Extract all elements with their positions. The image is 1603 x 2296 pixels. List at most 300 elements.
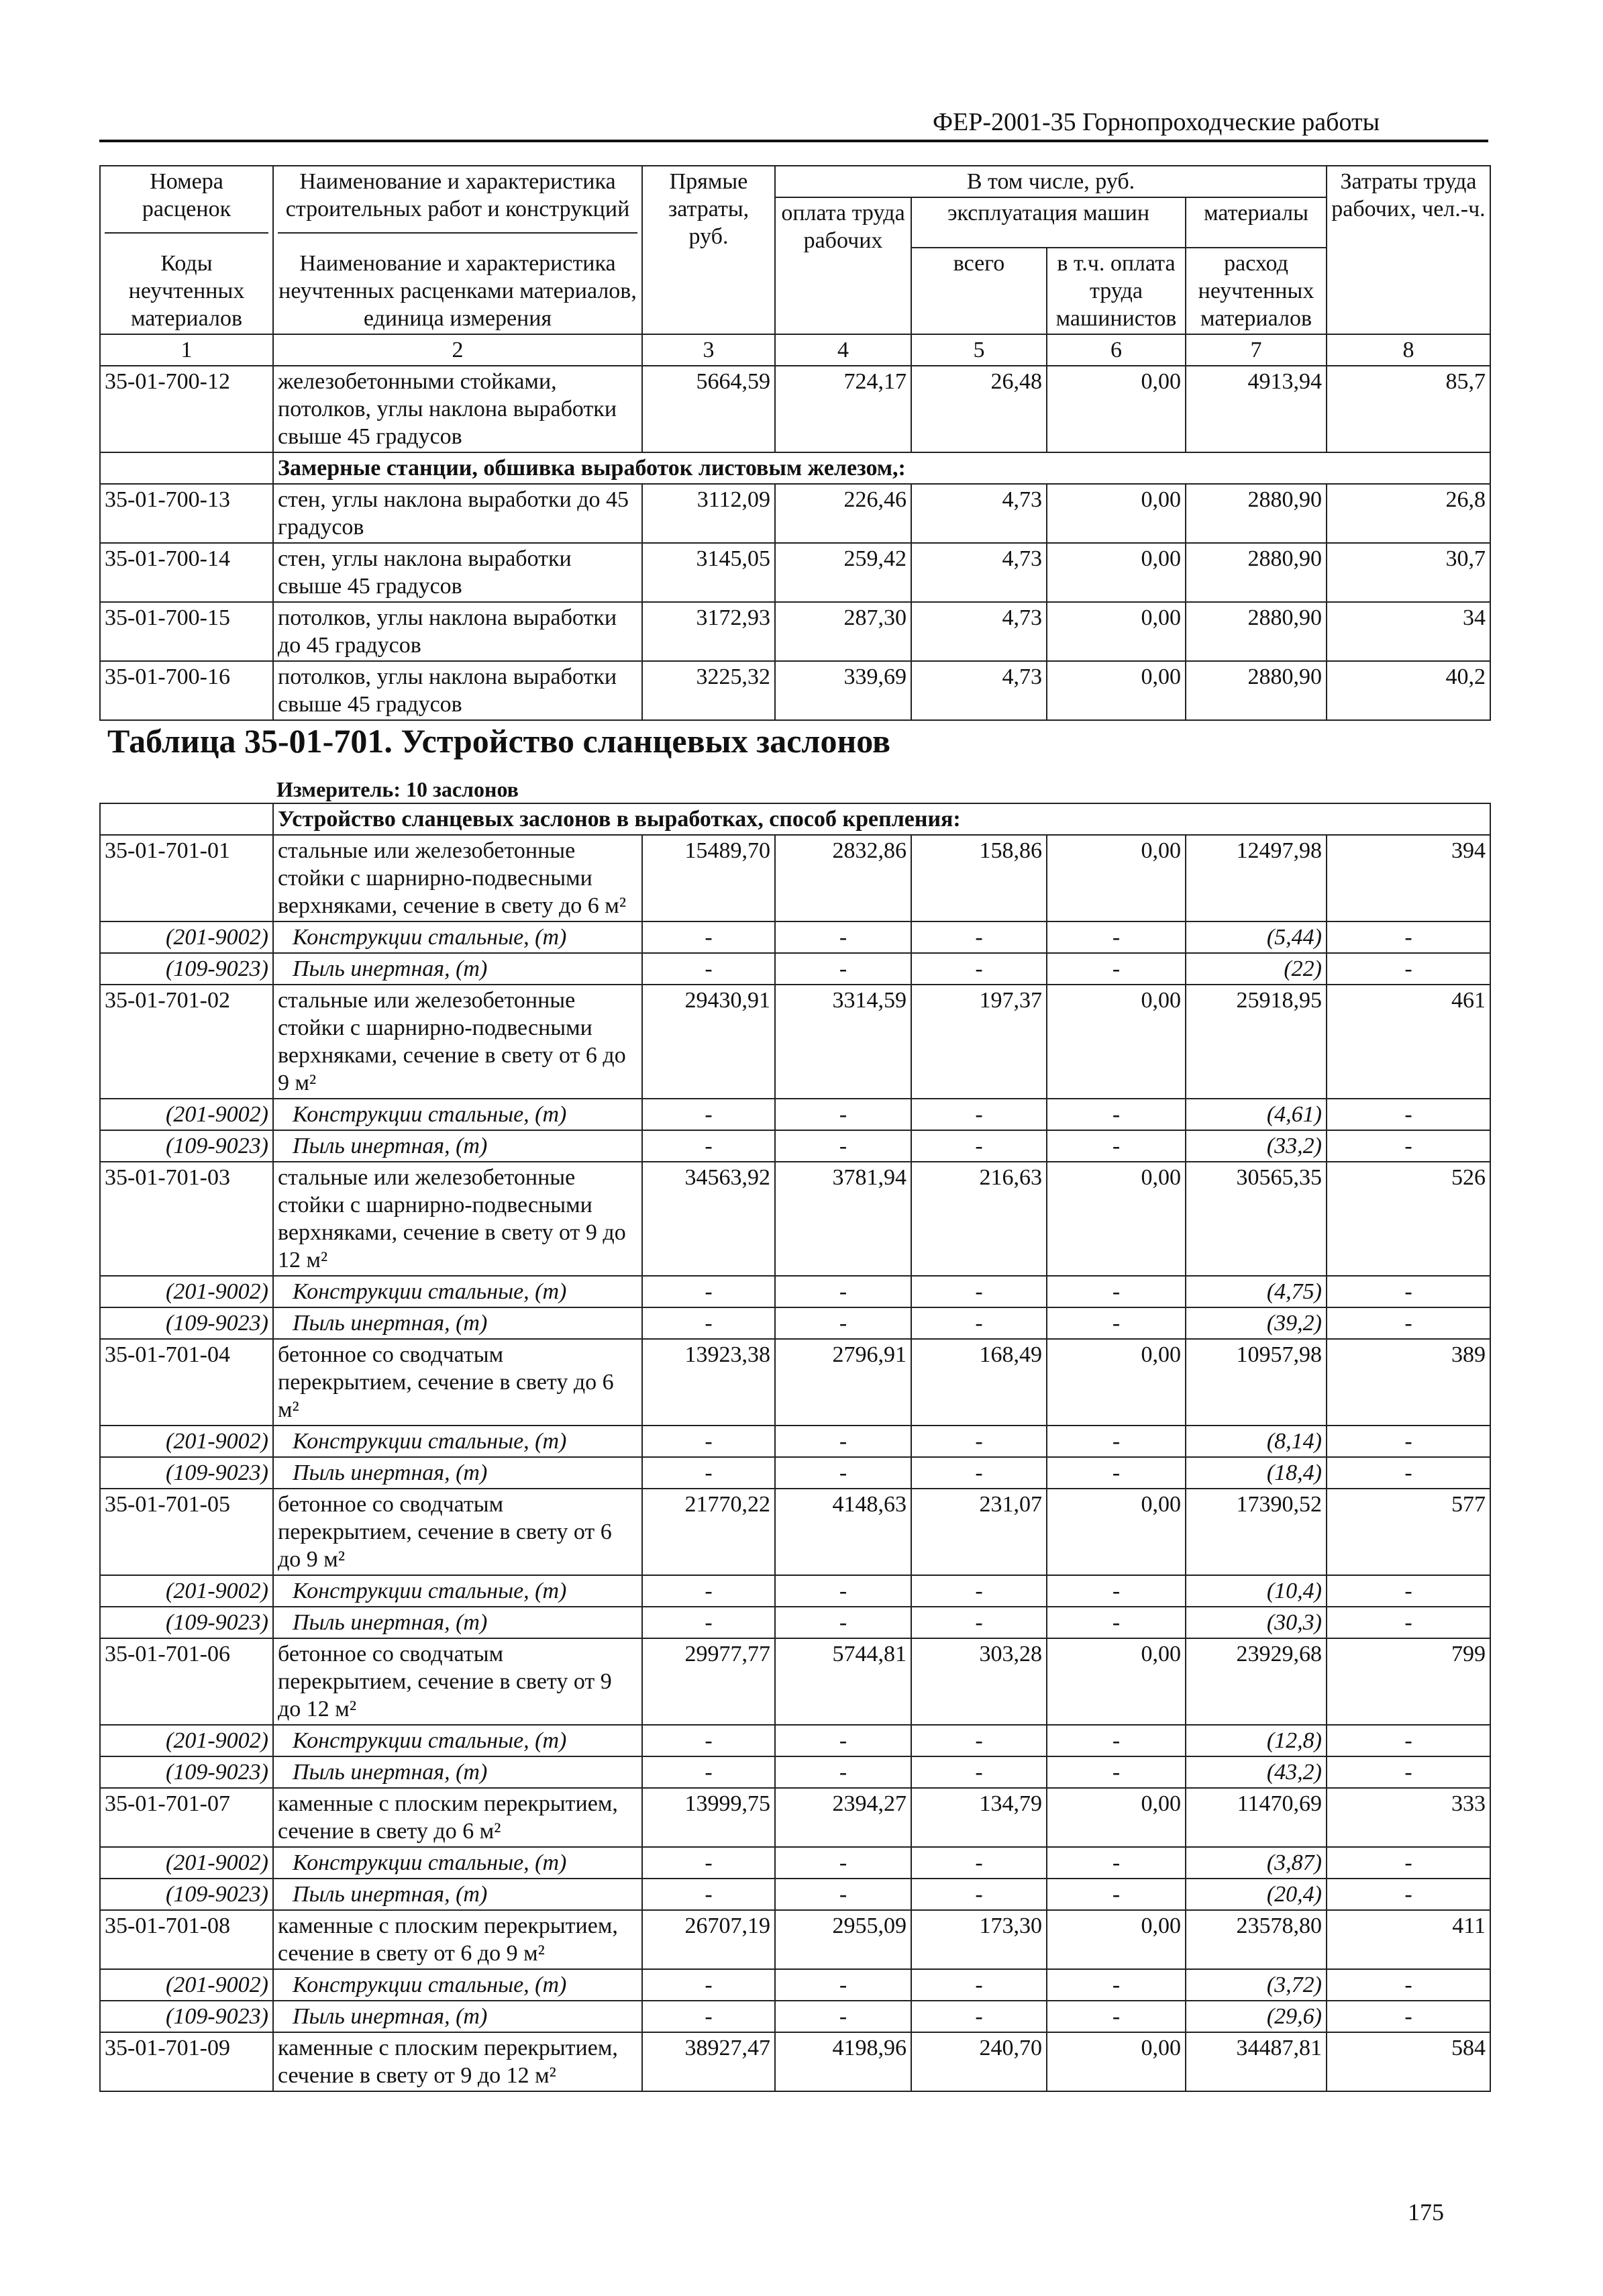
dash-cell: - <box>1327 1130 1490 1162</box>
dash-cell: - <box>642 1457 775 1489</box>
column-number: 2 <box>273 334 642 366</box>
material-row <box>100 1847 1490 1879</box>
rate-code: 35-01-700-14 <box>100 543 273 602</box>
labor-hours: 584 <box>1327 2032 1490 2091</box>
dash-cell: - <box>642 1879 775 1910</box>
section-spacer <box>100 452 273 484</box>
page-number: 175 <box>1408 2199 1444 2226</box>
dash-cell: - <box>1047 1426 1186 1457</box>
labor-hours: 411 <box>1327 1910 1490 1969</box>
material-row <box>100 2001 1490 2032</box>
dash-cell: - <box>642 2001 775 2032</box>
operator-wage: 0,00 <box>1047 1638 1186 1725</box>
rate-code: 35-01-701-04 <box>100 1339 273 1426</box>
direct-cost: 5664,59 <box>642 366 775 452</box>
material-qty: (33,2) <box>1186 1130 1327 1162</box>
dash-cell: - <box>1327 1969 1490 2001</box>
material-qty: (8,14) <box>1186 1426 1327 1457</box>
dash-cell: - <box>911 1607 1047 1638</box>
running-header: ФЕР-2001-35 Горнопроходческие работы <box>933 108 1380 136</box>
dash-cell: - <box>775 953 911 985</box>
direct-cost: 34563,92 <box>642 1162 775 1276</box>
column-number: 7 <box>1186 334 1327 366</box>
labor-hours: 34 <box>1327 602 1490 661</box>
column-number: 4 <box>775 334 911 366</box>
dash-cell: - <box>911 1725 1047 1756</box>
material-name: Пыль инертная, (т) <box>273 1756 642 1788</box>
rate-code: 35-01-701-05 <box>100 1489 273 1575</box>
labor-wage: 2394,27 <box>775 1788 911 1847</box>
material-code: (201-9002) <box>100 1969 273 2001</box>
material-code: (201-9002) <box>100 1426 273 1457</box>
materials-cost: 2880,90 <box>1186 661 1327 720</box>
dash-cell: - <box>642 1426 775 1457</box>
material-code: (201-9002) <box>100 1847 273 1879</box>
dash-cell: - <box>642 1847 775 1879</box>
rate-row <box>100 1910 1490 1969</box>
material-row <box>100 1130 1490 1162</box>
material-qty: (12,8) <box>1186 1725 1327 1756</box>
material-name: Конструкции стальные, (т) <box>273 1276 642 1307</box>
rate-row <box>100 1788 1490 1847</box>
material-qty: (18,4) <box>1186 1457 1327 1489</box>
operator-wage: 0,00 <box>1047 835 1186 921</box>
direct-cost: 38927,47 <box>642 2032 775 2091</box>
operator-wage: 0,00 <box>1047 602 1186 661</box>
dash-cell: - <box>1047 1879 1186 1910</box>
machines-total: 216,63 <box>911 1162 1047 1276</box>
material-name: Пыль инертная, (т) <box>273 1457 642 1489</box>
column-number: 1 <box>100 334 273 366</box>
rate-row <box>100 1162 1490 1276</box>
material-qty: (3,72) <box>1186 1969 1327 2001</box>
material-row <box>100 1307 1490 1339</box>
machines-total: 4,73 <box>911 484 1047 543</box>
dash-cell: - <box>911 1276 1047 1307</box>
table-2-meter: Измеритель: 10 заслонов <box>276 777 519 801</box>
material-qty: (10,4) <box>1186 1575 1327 1607</box>
dash-cell: - <box>642 1307 775 1339</box>
rate-row <box>100 1638 1490 1725</box>
dash-cell: - <box>1047 1130 1186 1162</box>
material-code: (109-9023) <box>100 1457 273 1489</box>
rate-code: 35-01-701-08 <box>100 1910 273 1969</box>
material-code: (109-9023) <box>100 1607 273 1638</box>
material-row <box>100 1756 1490 1788</box>
dash-cell: - <box>775 1307 911 1339</box>
dash-cell: - <box>1047 2001 1186 2032</box>
dash-cell: - <box>911 921 1047 953</box>
dash-cell: - <box>911 1575 1047 1607</box>
labor-hours: 26,8 <box>1327 484 1490 543</box>
materials-cost: 17390,52 <box>1186 1489 1327 1575</box>
dash-cell: - <box>642 953 775 985</box>
labor-wage: 4148,63 <box>775 1489 911 1575</box>
operator-wage: 0,00 <box>1047 484 1186 543</box>
rate-code: 35-01-700-13 <box>100 484 273 543</box>
material-code: (109-9023) <box>100 953 273 985</box>
dash-cell: - <box>1327 1276 1490 1307</box>
material-row <box>100 1426 1490 1457</box>
rate-description: бетонное со сводчатым перекрытием, сечение в свету от 9 до 12 м² <box>273 1638 642 1725</box>
dash-cell: - <box>1327 1607 1490 1638</box>
labor-wage: 2796,91 <box>775 1339 911 1426</box>
material-qty: (39,2) <box>1186 1307 1327 1339</box>
labor-wage: 3314,59 <box>775 985 911 1099</box>
dash-cell: - <box>1327 1307 1490 1339</box>
rate-description: бетонное со сводчатым перекрытием, сечение в свету до 6 м² <box>273 1339 642 1426</box>
operator-wage: 0,00 <box>1047 366 1186 452</box>
material-qty: (29,6) <box>1186 2001 1327 2032</box>
dash-cell: - <box>642 1276 775 1307</box>
labor-hours: 577 <box>1327 1489 1490 1575</box>
labor-wage: 259,42 <box>775 543 911 602</box>
rates-table-1 <box>99 165 1491 721</box>
material-name: Конструкции стальные, (т) <box>273 1426 642 1457</box>
dash-cell: - <box>1327 1847 1490 1879</box>
labor-hours: 389 <box>1327 1339 1490 1426</box>
operator-wage: 0,00 <box>1047 661 1186 720</box>
materials-cost: 2880,90 <box>1186 543 1327 602</box>
material-row <box>100 1099 1490 1130</box>
material-row <box>100 953 1490 985</box>
dash-cell: - <box>1327 921 1490 953</box>
direct-cost: 3225,32 <box>642 661 775 720</box>
direct-cost: 3112,09 <box>642 484 775 543</box>
header-rule <box>99 140 1488 142</box>
rates-table-2 <box>99 803 1491 2092</box>
rate-code: 35-01-701-01 <box>100 835 273 921</box>
material-name: Конструкции стальные, (т) <box>273 1575 642 1607</box>
dash-cell: - <box>1047 1725 1186 1756</box>
dash-cell: - <box>1327 1457 1490 1489</box>
labor-wage: 3781,94 <box>775 1162 911 1276</box>
col2-header: Наименование и характеристика строительных работ и конструкций Наименование и характеристика неучтенных расценками материалов, единица измерения <box>273 166 642 334</box>
material-code: (109-9023) <box>100 1307 273 1339</box>
material-name: Конструкции стальные, (т) <box>273 1969 642 2001</box>
dash-cell: - <box>642 1725 775 1756</box>
rate-code: 35-01-700-15 <box>100 602 273 661</box>
material-code: (201-9002) <box>100 921 273 953</box>
rate-code: 35-01-701-07 <box>100 1788 273 1847</box>
rate-row <box>100 366 1490 452</box>
material-name: Пыль инертная, (т) <box>273 1130 642 1162</box>
section-row <box>100 803 1490 835</box>
direct-cost: 26707,19 <box>642 1910 775 1969</box>
material-qty: (43,2) <box>1186 1756 1327 1788</box>
column-number: 5 <box>911 334 1047 366</box>
dash-cell: - <box>642 1607 775 1638</box>
dash-cell: - <box>775 1426 911 1457</box>
operator-wage: 0,00 <box>1047 985 1186 1099</box>
dash-cell: - <box>911 1426 1047 1457</box>
dash-cell: - <box>642 1575 775 1607</box>
col4-header: оплата труда рабочих <box>775 197 911 334</box>
material-row <box>100 1457 1490 1489</box>
labor-hours: 461 <box>1327 985 1490 1099</box>
rate-row <box>100 661 1490 720</box>
section-spacer <box>100 803 273 835</box>
dash-cell: - <box>775 1725 911 1756</box>
rate-row <box>100 835 1490 921</box>
col7-header: расход неучтенных материалов <box>1186 248 1327 334</box>
materials-cost: 4913,94 <box>1186 366 1327 452</box>
machines-header: эксплуатация машин <box>911 197 1186 248</box>
materials-cost: 11470,69 <box>1186 1788 1327 1847</box>
direct-cost: 15489,70 <box>642 835 775 921</box>
material-name: Конструкции стальные, (т) <box>273 1099 642 1130</box>
dash-cell: - <box>1327 953 1490 985</box>
material-code: (201-9002) <box>100 1099 273 1130</box>
material-code: (201-9002) <box>100 1276 273 1307</box>
labor-wage: 5744,81 <box>775 1638 911 1725</box>
rate-row <box>100 543 1490 602</box>
labor-wage: 4198,96 <box>775 2032 911 2091</box>
dash-cell: - <box>775 1607 911 1638</box>
material-code: (109-9023) <box>100 1756 273 1788</box>
machines-total: 26,48 <box>911 366 1047 452</box>
labor-hours: 85,7 <box>1327 366 1490 452</box>
rate-description: стальные или железобетонные стойки с шарнирно-подвесными верхняками, сечение в свету от 6 до 9 м² <box>273 985 642 1099</box>
material-name: Пыль инертная, (т) <box>273 953 642 985</box>
direct-cost: 13999,75 <box>642 1788 775 1847</box>
dash-cell: - <box>775 1276 911 1307</box>
dash-cell: - <box>775 2001 911 2032</box>
material-row <box>100 1969 1490 2001</box>
machines-total: 168,49 <box>911 1339 1047 1426</box>
operator-wage: 0,00 <box>1047 1910 1186 1969</box>
dash-cell: - <box>642 1130 775 1162</box>
section-title: Устройство сланцевых заслонов в выработках, способ крепления: <box>273 803 1490 835</box>
material-name: Пыль инертная, (т) <box>273 1879 642 1910</box>
dash-cell: - <box>775 1756 911 1788</box>
materials-cost: 30565,35 <box>1186 1162 1327 1276</box>
rate-description: каменные с плоским перекрытием, сечение в свету до 6 м² <box>273 1788 642 1847</box>
rate-description: железобетонными стойками, потолков, углы наклона выработки свыше 45 градусов <box>273 366 642 452</box>
material-qty: (20,4) <box>1186 1879 1327 1910</box>
labor-hours: 40,2 <box>1327 661 1490 720</box>
material-qty: (4,61) <box>1186 1099 1327 1130</box>
col1-header: Номера расценок Коды неучтенных материалов <box>100 166 273 334</box>
material-code: (201-9002) <box>100 1575 273 1607</box>
column-number: 8 <box>1327 334 1490 366</box>
material-code: (201-9002) <box>100 1725 273 1756</box>
rate-row <box>100 1489 1490 1575</box>
dash-cell: - <box>1327 1099 1490 1130</box>
machines-total: 173,30 <box>911 1910 1047 1969</box>
dash-cell: - <box>1327 1756 1490 1788</box>
materials-cost: 12497,98 <box>1186 835 1327 921</box>
operator-wage: 0,00 <box>1047 1162 1186 1276</box>
rate-row <box>100 1339 1490 1426</box>
dash-cell: - <box>911 1879 1047 1910</box>
column-number: 3 <box>642 334 775 366</box>
column-numbers-row <box>100 334 1490 366</box>
machines-total: 240,70 <box>911 2032 1047 2091</box>
material-qty: (22) <box>1186 953 1327 985</box>
dash-cell: - <box>911 2001 1047 2032</box>
rate-description: стен, углы наклона выработки до 45 градусов <box>273 484 642 543</box>
dash-cell: - <box>775 1457 911 1489</box>
dash-cell: - <box>1047 1099 1186 1130</box>
rate-description: потолков, углы наклона выработки свыше 45 градусов <box>273 661 642 720</box>
operator-wage: 0,00 <box>1047 1339 1186 1426</box>
materials-cost: 10957,98 <box>1186 1339 1327 1426</box>
dash-cell: - <box>642 1969 775 2001</box>
dash-cell: - <box>911 1756 1047 1788</box>
dash-cell: - <box>642 1099 775 1130</box>
material-qty: (3,87) <box>1186 1847 1327 1879</box>
labor-hours: 333 <box>1327 1788 1490 1847</box>
material-qty: (30,3) <box>1186 1607 1327 1638</box>
operator-wage: 0,00 <box>1047 1788 1186 1847</box>
labor-hours: 394 <box>1327 835 1490 921</box>
direct-cost: 3145,05 <box>642 543 775 602</box>
col3-header: Прямые затраты, руб. <box>642 166 775 334</box>
direct-cost: 21770,22 <box>642 1489 775 1575</box>
dash-cell: - <box>1047 1847 1186 1879</box>
dash-cell: - <box>775 1879 911 1910</box>
materials-cost: 2880,90 <box>1186 484 1327 543</box>
column-number: 6 <box>1047 334 1186 366</box>
direct-cost: 29430,91 <box>642 985 775 1099</box>
machines-total: 303,28 <box>911 1638 1047 1725</box>
labor-wage: 2832,86 <box>775 835 911 921</box>
dash-cell: - <box>911 1847 1047 1879</box>
rate-code: 35-01-701-02 <box>100 985 273 1099</box>
rate-description: потолков, углы наклона выработки до 45 градусов <box>273 602 642 661</box>
rate-description: стен, углы наклона выработки свыше 45 градусов <box>273 543 642 602</box>
labor-hours: 799 <box>1327 1638 1490 1725</box>
operator-wage: 0,00 <box>1047 1489 1186 1575</box>
rate-description: стальные или железобетонные стойки с шарнирно-подвесными верхняками, сечение в свету до 6 м² <box>273 835 642 921</box>
rate-row <box>100 484 1490 543</box>
dash-cell: - <box>1047 921 1186 953</box>
materials-cost: 23578,80 <box>1186 1910 1327 1969</box>
material-code: (109-9023) <box>100 1130 273 1162</box>
dash-cell: - <box>775 1130 911 1162</box>
rate-row <box>100 985 1490 1099</box>
labor-wage: 724,17 <box>775 366 911 452</box>
dash-cell: - <box>775 1969 911 2001</box>
group-header: В том числе, руб. <box>775 166 1327 197</box>
dash-cell: - <box>1047 1607 1186 1638</box>
rate-row <box>100 602 1490 661</box>
dash-cell: - <box>1327 1725 1490 1756</box>
materials-header: материалы <box>1186 197 1327 248</box>
dash-cell: - <box>911 1099 1047 1130</box>
dash-cell: - <box>642 921 775 953</box>
dash-cell: - <box>1047 1307 1186 1339</box>
rate-description: бетонное со сводчатым перекрытием, сечение в свету от 6 до 9 м² <box>273 1489 642 1575</box>
rate-code: 35-01-700-12 <box>100 366 273 452</box>
material-code: (109-9023) <box>100 2001 273 2032</box>
dash-cell: - <box>911 1969 1047 2001</box>
labor-hours: 30,7 <box>1327 543 1490 602</box>
material-name: Конструкции стальные, (т) <box>273 1725 642 1756</box>
dash-cell: - <box>1327 1879 1490 1910</box>
machines-total: 4,73 <box>911 543 1047 602</box>
rate-description: стальные или железобетонные стойки с шарнирно-подвесными верхняками, сечение в свету от 9 до 12 м² <box>273 1162 642 1276</box>
machines-total: 158,86 <box>911 835 1047 921</box>
section-title: Замерные станции, обшивка выработок листовым железом,: <box>273 452 1490 484</box>
direct-cost: 3172,93 <box>642 602 775 661</box>
labor-wage: 287,30 <box>775 602 911 661</box>
rate-code: 35-01-700-16 <box>100 661 273 720</box>
material-name: Конструкции стальные, (т) <box>273 921 642 953</box>
section-row <box>100 452 1490 484</box>
dash-cell: - <box>1047 1969 1186 2001</box>
dash-cell: - <box>1047 953 1186 985</box>
dash-cell: - <box>911 1130 1047 1162</box>
material-row <box>100 1276 1490 1307</box>
machines-total: 134,79 <box>911 1788 1047 1847</box>
dash-cell: - <box>1327 1426 1490 1457</box>
dash-cell: - <box>775 1099 911 1130</box>
machines-total: 4,73 <box>911 602 1047 661</box>
labor-wage: 339,69 <box>775 661 911 720</box>
rate-description: каменные с плоским перекрытием, сечение в свету от 6 до 9 м² <box>273 1910 642 1969</box>
materials-cost: 2880,90 <box>1186 602 1327 661</box>
labor-wage: 2955,09 <box>775 1910 911 1969</box>
dash-cell: - <box>1047 1575 1186 1607</box>
materials-cost: 34487,81 <box>1186 2032 1327 2091</box>
dash-cell: - <box>911 1307 1047 1339</box>
material-code: (109-9023) <box>100 1879 273 1910</box>
material-row <box>100 1725 1490 1756</box>
dash-cell: - <box>775 1847 911 1879</box>
labor-wage: 226,46 <box>775 484 911 543</box>
rate-description: каменные с плоским перекрытием, сечение в свету от 9 до 12 м² <box>273 2032 642 2091</box>
col6-header: в т.ч. оплата труда машинистов <box>1047 248 1186 334</box>
col5-header: всего <box>911 248 1047 334</box>
material-name: Конструкции стальные, (т) <box>273 1847 642 1879</box>
labor-hours: 526 <box>1327 1162 1490 1276</box>
dash-cell: - <box>1047 1756 1186 1788</box>
material-name: Пыль инертная, (т) <box>273 1607 642 1638</box>
machines-total: 197,37 <box>911 985 1047 1099</box>
dash-cell: - <box>775 921 911 953</box>
material-qty: (4,75) <box>1186 1276 1327 1307</box>
dash-cell: - <box>911 953 1047 985</box>
machines-total: 4,73 <box>911 661 1047 720</box>
material-name: Пыль инертная, (т) <box>273 1307 642 1339</box>
rate-code: 35-01-701-06 <box>100 1638 273 1725</box>
material-row <box>100 1575 1490 1607</box>
material-row <box>100 921 1490 953</box>
rate-code: 35-01-701-03 <box>100 1162 273 1276</box>
col8-header: Затраты труда рабочих, чел.-ч. <box>1327 166 1490 334</box>
machines-total: 231,07 <box>911 1489 1047 1575</box>
operator-wage: 0,00 <box>1047 2032 1186 2091</box>
direct-cost: 29977,77 <box>642 1638 775 1725</box>
material-qty: (5,44) <box>1186 921 1327 953</box>
material-row <box>100 1607 1490 1638</box>
dash-cell: - <box>1327 2001 1490 2032</box>
dash-cell: - <box>911 1457 1047 1489</box>
dash-cell: - <box>1047 1457 1186 1489</box>
dash-cell: - <box>775 1575 911 1607</box>
material-name: Пыль инертная, (т) <box>273 2001 642 2032</box>
table-2-title: Таблица 35-01-701. Устройство сланцевых заслонов <box>107 722 891 760</box>
operator-wage: 0,00 <box>1047 543 1186 602</box>
materials-cost: 23929,68 <box>1186 1638 1327 1725</box>
dash-cell: - <box>1327 1575 1490 1607</box>
direct-cost: 13923,38 <box>642 1339 775 1426</box>
materials-cost: 25918,95 <box>1186 985 1327 1099</box>
rate-code: 35-01-701-09 <box>100 2032 273 2091</box>
dash-cell: - <box>1047 1276 1186 1307</box>
